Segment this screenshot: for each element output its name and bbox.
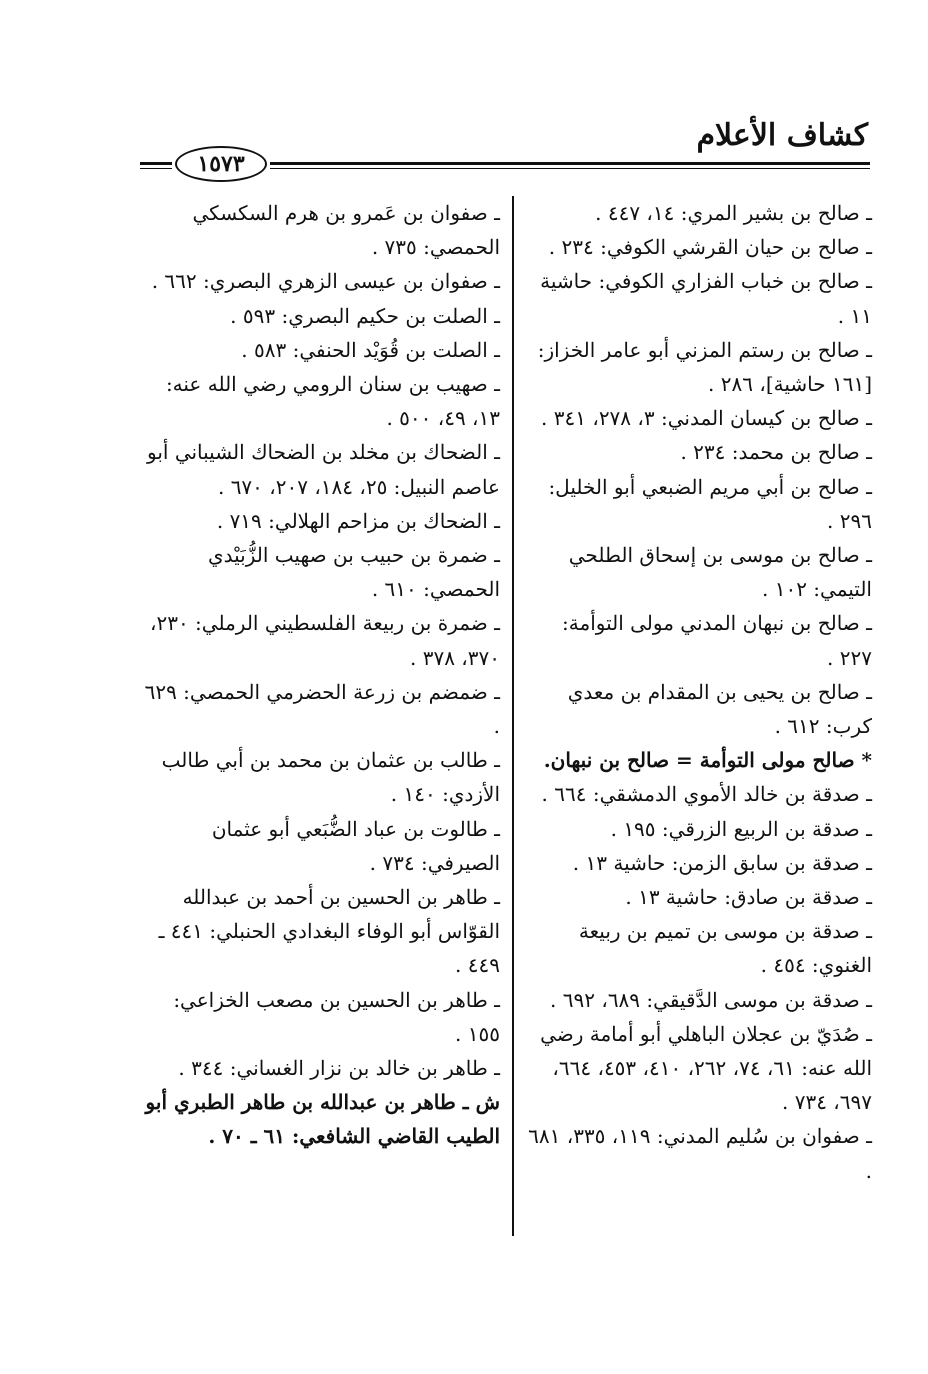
index-entry: ـ الصلت بن قُوَيْد الحنفي: ٥٨٣ .: [241, 337, 500, 362]
index-entry: ـ طاهر بن الحسين بن أحمد بن عبدالله القوّاس أبو الوفاء البغدادي الحنبلي: ٤٤١ ـ ٤٤٩ .: [158, 885, 500, 978]
index-entry: ـ صالح بن خباب الفزاري الكوفي: حاشية ١١ .: [540, 269, 872, 328]
index-entry: ـ صدقة بن خالد الأموي الدمشقي: ٦٦٤ .: [541, 782, 872, 807]
index-entry: ـ طاهر بن الحسين بن مصعب الخزاعي: ١٥٥ .: [173, 987, 500, 1046]
index-entry: ـ طالوت بن عباد الضُّبَعي أبو عثمان الصيرفي: ٧٣٤ .: [211, 816, 500, 875]
index-entry-highlighted: ش ـ طاهر بن عبدالله بن طاهر الطبري أبو الطيب القاضي الشافعي: ٦١ ـ ٧٠ .: [145, 1090, 500, 1149]
running-title: كشاف الأعلام: [696, 118, 868, 153]
header-rule-left: [140, 162, 172, 169]
index-entry: ـ ضمضم بن زرعة الحضرمي الحمصي: ٦٢٩ .: [144, 679, 500, 739]
cross-reference-entry: * صالح مولى التوأمة = صالح بن نبهان.: [543, 748, 872, 773]
index-entry: ـ طاهر بن خالد بن نزار الغساني: ٣٤٤ .: [178, 1056, 500, 1081]
index-entry: ـ ضمرة بن حبيب بن صهيب الزُّبَيْدي الحمصي: ٦١٠ .: [207, 543, 500, 602]
index-entry: ـ صفوان بن عيسى الزهري البصري: ٦٦٢ .: [151, 269, 500, 294]
index-entry: ـ طالب بن عثمان بن محمد بن أبي طالب الأزدي: ١٤٠ .: [161, 748, 500, 807]
index-entry: ـ صفوان بن عَمرو بن هرم السكسكي الحمصي: ٧٣٥ .: [192, 201, 500, 260]
page-number: ١٥٧٣: [175, 146, 267, 182]
index-entry: ـ صفوان بن سُليم المدني: ١١٩، ٣٣٥، ٦٨١ .: [528, 1124, 872, 1183]
index-entry: ـ صالح بن أبي مريم الضبعي أبو الخليل: ٢٩٦ .: [548, 474, 872, 533]
index-entry: ـ صالح بن بشير المري: ١٤، ٤٤٧ .: [595, 201, 872, 225]
column-divider: [512, 196, 514, 1236]
index-entry: ـ الضحاك بن مخلد بن الضحاك الشيباني أبو عاصم النبيل: ٢٥، ١٨٤، ٢٠٧، ٦٧٠ .: [147, 440, 500, 499]
index-entry: ـ صدقة بن موسى بن تميم بن ربيعة الغنوي: ٤٥٤ .: [578, 919, 872, 978]
index-column-left: [142, 196, 500, 1154]
index-entry: ـ الصلت بن حكيم البصري: ٥٩٣ .: [230, 303, 500, 328]
index-entry: ـ صالح بن كيسان المدني: ٣، ٢٧٨، ٣٤١ .: [541, 406, 872, 431]
index-entry: ـ صالح بن موسى بن إسحاق الطلحي التيمي: ١٠٢ .: [568, 543, 872, 602]
header-rule: [270, 162, 870, 169]
index-entry: ـ ضمرة بن ربيعة الفلسطيني الرملي: ٢٣٠، ٣٧٠، ٣٧٨ .: [150, 611, 500, 670]
index-entry: ـ صالح بن حيان القرشي الكوفي: ٢٣٤ .: [548, 235, 872, 260]
index-entry: ـ صدقة بن سابق الزمن: حاشية ١٣ .: [572, 850, 872, 875]
index-column-right: [526, 196, 872, 1188]
index-entry: ـ صالح بن رستم المزني أبو عامر الخزاز: [١٦١ حاشية]، ٢٨٦ .: [537, 337, 872, 397]
index-entry: ـ صالح بن محمد: ٢٣٤ .: [680, 440, 872, 465]
index-entry: ـ صالح بن يحيى بن المقدام بن معدي كرب: ٦١٢ .: [567, 679, 872, 739]
index-entry: ـ صدقة بن الربيع الزرقي: ١٩٥ .: [610, 816, 872, 841]
index-entry: ـ صالح بن نبهان المدني مولى التوأمة: ٢٢٧ .: [562, 611, 872, 670]
index-entry: ـ صدقة بن موسى الدَّقيقي: ٦٨٩، ٦٩٢ .: [550, 987, 872, 1012]
index-entry: ـ الضحاك بن مزاحم الهلالي: ٧١٩ .: [216, 508, 500, 533]
index-entry: ـ صدقة بن صادق: حاشية ١٣ .: [625, 885, 872, 910]
index-entry: ـ صهيب بن سنان الرومي رضي الله عنه: ١٣، ٤٩، ٥٠٠ .: [165, 372, 500, 431]
index-entry: ـ صُدَيّ بن عجلان الباهلي أبو أمامة رضي الله عنه: ٦١، ٧٤، ٢٦٢، ٤١٠، ٤٥٣، ٦٦٤، ٦٩٧، ٧٣٤ .: [540, 1021, 872, 1115]
